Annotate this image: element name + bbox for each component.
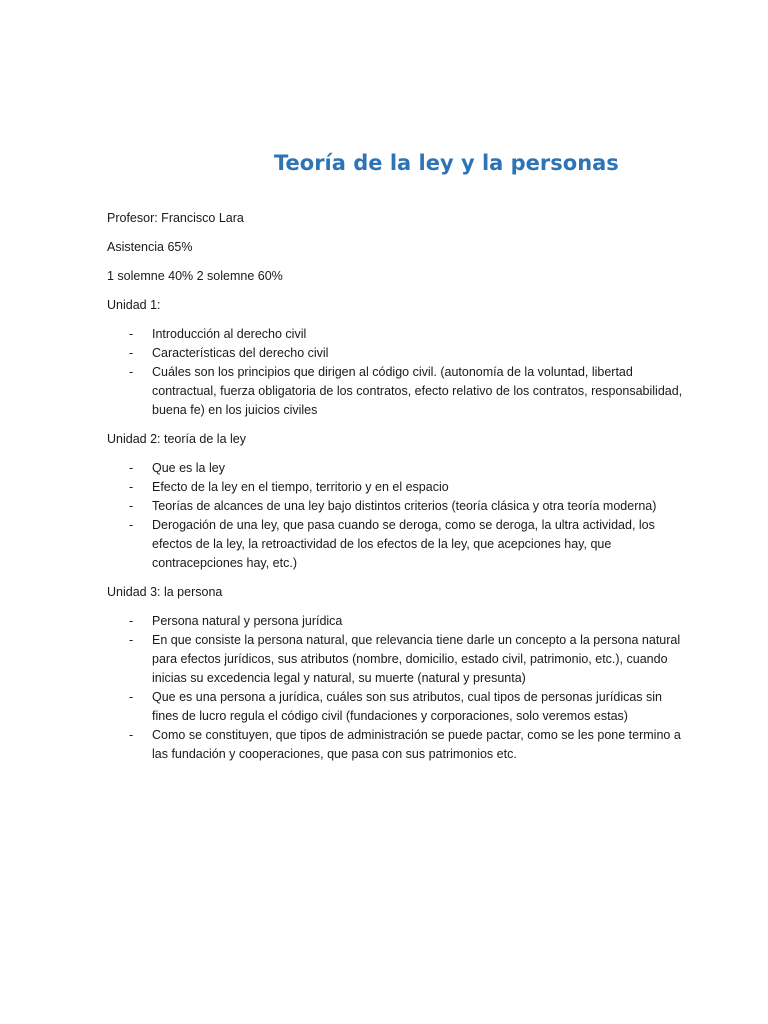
- dash-bullet: -: [129, 327, 134, 341]
- list-item-text: Que es la ley: [152, 461, 225, 475]
- list-item: [107, 325, 687, 344]
- list-item: [107, 478, 687, 497]
- dash-bullet: -: [129, 633, 134, 647]
- list-item-text: Introducción al derecho civil: [152, 327, 307, 341]
- dash-bullet: -: [129, 480, 134, 494]
- solemnes-line: 1 solemne 40% 2 solemne 60%: [107, 269, 283, 283]
- unit-1-list: [107, 325, 687, 420]
- list-item: [107, 497, 687, 516]
- list-item-text: Cuáles son los principios que dirigen al código civil. (autonomía de la voluntad, libertad contractual, fuerza obligatoria de los contratos, efecto relativo de los contratos, responsabilidad, buena fe) en los juicios civiles: [152, 365, 683, 417]
- unit-2-list: [107, 459, 687, 573]
- document-body: [107, 209, 687, 774]
- dash-bullet: -: [129, 518, 134, 532]
- list-item: [107, 459, 687, 478]
- list-item: [107, 363, 687, 420]
- list-item-text: Efecto de la ley en el tiempo, territorio y en el espacio: [152, 480, 449, 494]
- list-item-text: En que consiste la persona natural, que relevancia tiene darle un concepto a la persona natural para efectos jurídicos, sus atributos (nombre, domicilio, estado civil, patrimonio, etc.), cuando inicias su excedencia legal y natural, su muerte (natural y presunta): [152, 633, 681, 685]
- list-item: [107, 612, 687, 631]
- dash-bullet: -: [129, 365, 134, 379]
- list-item: [107, 688, 687, 726]
- unit-heading: Unidad 3: la persona: [107, 585, 223, 599]
- dash-bullet: -: [129, 728, 134, 742]
- list-item-text: Características del derecho civil: [152, 346, 329, 360]
- document-title: Teoría de la ley y la personas: [274, 151, 619, 175]
- dash-bullet: -: [129, 614, 134, 628]
- list-item: [107, 726, 687, 764]
- list-item-text: Teorías de alcances de una ley bajo distintos criterios (teoría clásica y otra teoría moderna): [152, 499, 657, 513]
- unit-heading: Unidad 2: teoría de la ley: [107, 432, 246, 446]
- unit-heading: Unidad 1:: [107, 298, 161, 312]
- dash-bullet: -: [129, 499, 134, 513]
- list-item: [107, 516, 687, 573]
- profesor-line: Profesor: Francisco Lara: [107, 211, 244, 225]
- list-item-text: Persona natural y persona jurídica: [152, 614, 343, 628]
- dash-bullet: -: [129, 346, 134, 360]
- list-item: [107, 631, 687, 688]
- list-item-text: Que es una persona a jurídica, cuáles son sus atributos, cual tipos de personas jurídicas sin fines de lucro regula el código civil (fundaciones y corporaciones, solo veremos estas): [152, 690, 663, 723]
- list-item-text: Derogación de una ley, que pasa cuando se deroga, como se deroga, la ultra actividad, los efectos de la ley, la retroactividad de los efectos de la ley, que acepciones hay, que contracepciones hay, etc.): [152, 518, 655, 570]
- dash-bullet: -: [129, 690, 134, 704]
- list-item-text: Como se constituyen, que tipos de administración se puede pactar, como se les pone termino a las fundación y cooperaciones, que pasa con sus patrimonios etc.: [152, 728, 681, 761]
- dash-bullet: -: [129, 461, 134, 475]
- asistencia-line: Asistencia 65%: [107, 240, 193, 254]
- unit-3-list: [107, 612, 687, 764]
- list-item: [107, 344, 687, 363]
